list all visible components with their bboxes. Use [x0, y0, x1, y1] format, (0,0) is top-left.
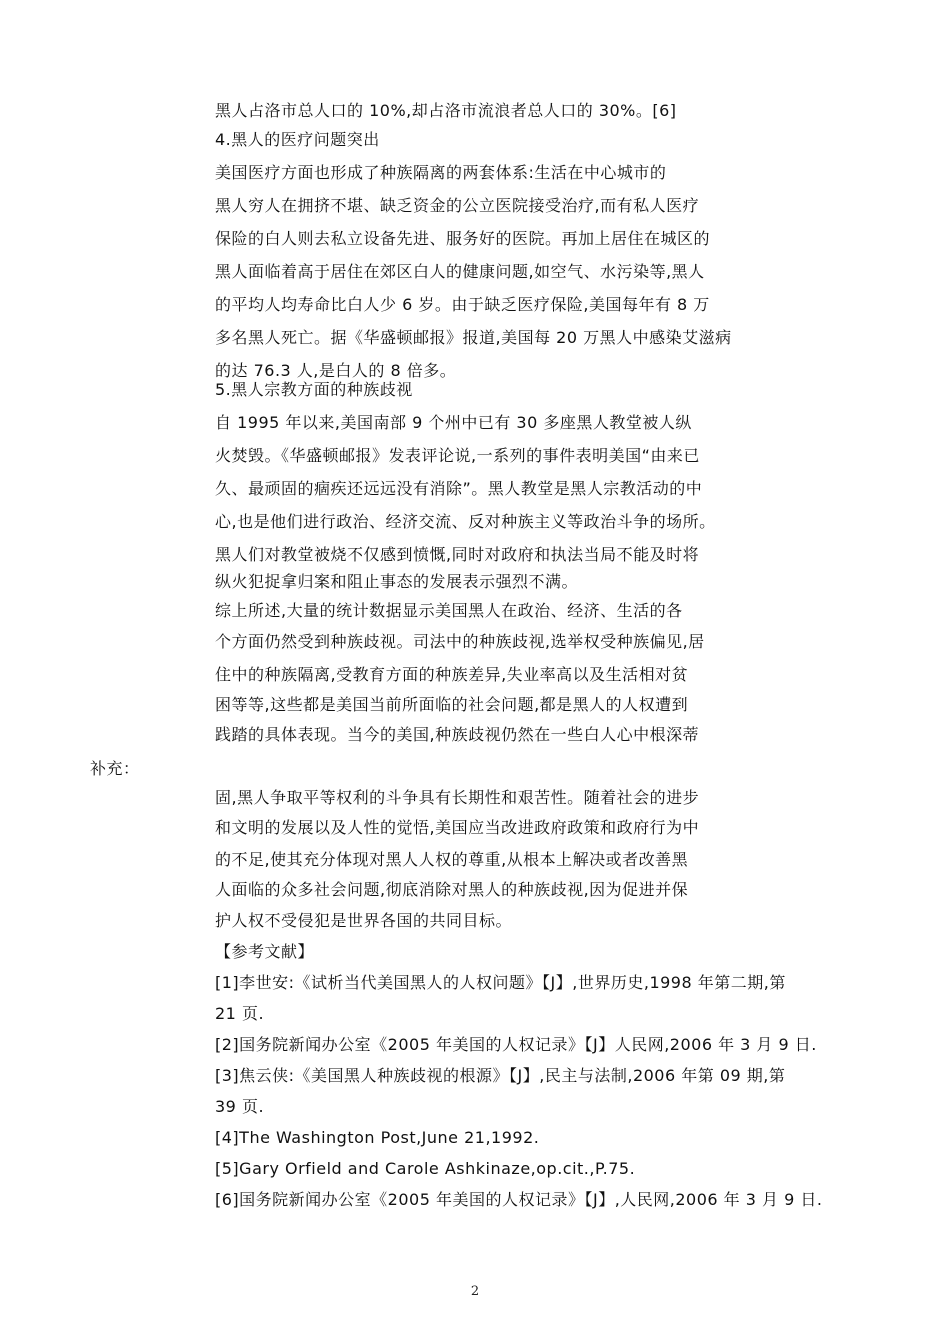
paragraph-line: 心,也是他们进行政治、经济交流、反对种族主义等政治斗争的场所。 [215, 512, 716, 531]
paragraph-line: 人面临的众多社会问题,彻底消除对黑人的种族歧视,因为促进并保 [215, 880, 689, 899]
reference-line: 39 页. [215, 1097, 265, 1116]
page-number: 2 [470, 1284, 480, 1299]
paragraph-line: 个方面仍然受到种族歧视。司法中的种族歧视,选举权受种族偏见,居 [215, 632, 705, 651]
reference-line: [6]国务院新闻办公室《2005 年美国的人权记录》【J】,人民网,2006 年 3 月 9 日. [215, 1190, 823, 1209]
references-heading: 【参考文献】 [215, 942, 315, 961]
reference-line: [1]李世安:《试析当代美国黑人的人权问题》【J】,世界历史,1998 年第二期,第 [215, 973, 786, 992]
section-heading: 4.黑人的医疗问题突出 [215, 130, 380, 149]
paragraph-line: 火焚毁。《华盛顿邮报》发表评论说,一系列的事件表明美国“由来已 [215, 446, 700, 465]
reference-line: 21 页. [215, 1004, 265, 1023]
paragraph-line: 久、最顽固的痼疾还远远没有消除”。黑人教堂是黑人宗教活动的中 [215, 479, 703, 498]
reference-line: [2]国务院新闻办公室《2005 年美国的人权记录》【J】人民网,2006 年 3 月 9 日. [215, 1035, 817, 1054]
paragraph-line: 的不足,使其充分体现对黑人人权的尊重,从根本上解决或者改善黑 [215, 850, 689, 869]
reference-line: [3]焦云侠:《美国黑人种族歧视的根源》【J】,民主与法制,2006 年第 09 期,第 [215, 1066, 786, 1085]
paragraph-line: 固,黑人争取平等权利的斗争具有长期性和艰苦性。随着社会的进步 [215, 788, 700, 807]
reference-line: [5]Gary Orfield and Carole Ashkinaze,op.cit.,P.75. [215, 1159, 636, 1178]
paragraph-line: 困等等,这些都是美国当前所面临的社会问题,都是黑人的人权遭到 [215, 695, 689, 714]
paragraph-line: 黑人们对教堂被烧不仅感到愤慨,同时对政府和执法当局不能及时将 [215, 545, 700, 564]
paragraph-line: 多名黑人死亡。据《华盛顿邮报》报道,美国每 20 万黑人中感染艾滋病 [215, 328, 732, 347]
paragraph-line: 的平均人均寿命比白人少 6 岁。由于缺乏医疗保险,美国每年有 8 万 [215, 295, 710, 314]
paragraph-line: 的达 76.3 人,是白人的 8 倍多。 [215, 361, 457, 380]
reference-line: [4]The Washington Post,June 21,1992. [215, 1128, 540, 1147]
paragraph-line: 黑人占洛市总人口的 10%,却占洛市流浪者总人口的 30%。[6] [215, 101, 677, 120]
paragraph-line: 美国医疗方面也形成了种族隔离的两套体系:生活在中心城市的 [215, 163, 667, 182]
paragraph-line: 保险的白人则去私立设备先进、服务好的医院。再加上居住在城区的 [215, 229, 711, 248]
paragraph-line: 纵火犯捉拿归案和阻止事态的发展表示强烈不满。 [215, 572, 579, 591]
paragraph-line: 住中的种族隔离,受教育方面的种族差异,失业率高以及生活相对贫 [215, 665, 689, 684]
paragraph-line: 护人权不受侵犯是世界各国的共同目标。 [215, 911, 513, 930]
section-heading: 5.黑人宗教方面的种族歧视 [215, 380, 413, 399]
paragraph-line: 自 1995 年以来,美国南部 9 个州中已有 30 多座黑人教堂被人纵 [215, 413, 692, 432]
paragraph-line: 黑人面临着高于居住在郊区白人的健康问题,如空气、水污染等,黑人 [215, 262, 705, 281]
supplement-label: 补充： [90, 759, 140, 778]
paragraph-line: 践踏的具体表现。当今的美国,种族歧视仍然在一些白人心中根深蒂 [215, 725, 700, 744]
paragraph-line: 黑人穷人在拥挤不堪、缺乏资金的公立医院接受治疗,而有私人医疗 [215, 196, 700, 215]
paragraph-line: 综上所述,大量的统计数据显示美国黑人在政治、经济、生活的各 [215, 601, 683, 620]
paragraph-line: 和文明的发展以及人性的觉悟,美国应当改进政府政策和政府行为中 [215, 818, 700, 837]
